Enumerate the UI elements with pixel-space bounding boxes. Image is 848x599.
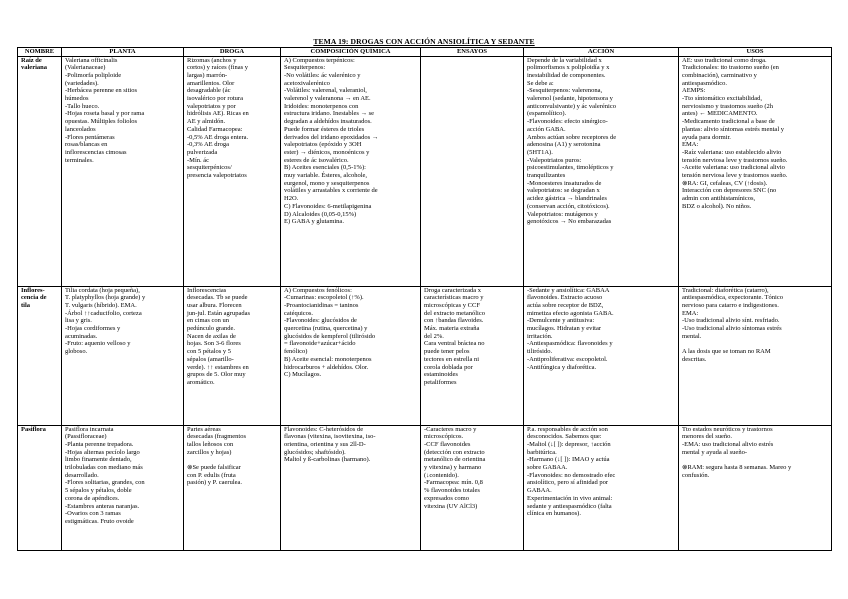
cell-line: antiespasmódico.: [682, 79, 727, 87]
cell-line: Interacción con depresores SNC (no: [682, 187, 777, 195]
cell-line: valerenol y valeranona → en AE.: [284, 95, 371, 103]
cell-line: BDZ o alcohol). No niños.: [682, 202, 752, 210]
cell-line: mental y ayuda al sueño-: [682, 448, 747, 456]
cell-line: (variedades).: [65, 79, 99, 87]
cell-line: desecadas. Tb se puede: [187, 294, 248, 302]
cell-line: Se debe a:: [527, 79, 554, 87]
cell-droga: [184, 286, 281, 425]
cell-line: -Ovarios con 3 ramas: [65, 510, 121, 518]
cell-line: A las dosis que se toman no RAM: [682, 348, 771, 356]
cell-line: -Raíz valeriana: uso establecido alivio: [682, 148, 782, 156]
cell-line: esteres de ác isovalérico.: [284, 156, 349, 164]
cell-line: -Estambres anteras naranjas.: [65, 502, 140, 510]
cell-line: desarrollado.: [65, 471, 99, 479]
cell-line: anticonvulsivante) y ác valerénico: [527, 102, 616, 110]
cell-line: -0,3% AE droga: [187, 141, 230, 149]
cell-ensayos: [421, 425, 524, 550]
cell-line: puede tener pelos: [424, 348, 470, 356]
cell-line: 5 sépalos y pétalos, doble: [65, 487, 132, 495]
cell-line: volátiles y arrastables x corriente de: [284, 187, 378, 195]
cell-line: [187, 456, 277, 464]
cell-line: Pasiflora: [21, 425, 46, 433]
cell-line: Flavonoides: C-heterósidos de: [284, 425, 364, 433]
cell-line: del 2%.: [424, 332, 444, 340]
cell-line: valeriana: [21, 64, 47, 72]
cell-line: barbitúrica.: [527, 448, 557, 456]
cell-line: pulverizada: [187, 148, 218, 156]
cell-line: -Farmacopea: mín. 0,8: [424, 479, 483, 487]
cell-line: con 5 pétalos y 5: [187, 348, 232, 356]
cell-line: -Cumarinas: escopoletol (↑%).: [284, 294, 364, 302]
cell-line: largas) marrón-: [187, 71, 228, 79]
cell-line: -Monoesteres insaturados de: [527, 179, 602, 187]
cell-line: B) Aceite esencial: monoterpenos: [284, 355, 372, 363]
cell-ensayos: [421, 286, 524, 425]
cell-line: Depende de la variabilidad x: [527, 56, 602, 64]
cell-line: vitexina (UV AlCl3): [424, 502, 478, 510]
cell-line: -Hojas alternas pecíolo largo: [65, 448, 140, 456]
cell-line: Tilia cordata (hoja pequeña),: [65, 286, 140, 294]
cell-line: rosas/blancas en: [65, 141, 108, 149]
cell-line: isovalérico por rotura: [187, 95, 243, 103]
table-row: [18, 425, 832, 550]
cell-line: tilirósido.: [527, 348, 553, 356]
cell-line: ⊗RAM: segura hasta 8 semanas. Mareo y: [682, 464, 792, 472]
cell-line: tectores en estrella ni: [424, 355, 480, 363]
cell-line: inflorescencias cimosas: [65, 148, 127, 156]
cell-line: cencia de: [21, 294, 47, 302]
cell-line: corola doblada por: [424, 363, 473, 371]
cell-line: estigmáticas. Fruto ovoide: [65, 517, 134, 525]
cell-line: adenosina (A1) y serotonina: [527, 141, 601, 149]
cell-line: valepotriatos (epóxido y 3OH: [284, 141, 362, 149]
cell-line: corona de apéndices.: [65, 494, 120, 502]
cell-line: (espamolítico).: [527, 110, 567, 118]
cell-line: -Antiproliferativa: escopoletol.: [527, 355, 608, 363]
cell-line: Valeriana officinalis: [65, 56, 118, 64]
cell-line: amarillentos. Olor: [187, 79, 235, 87]
cell-line: glucósidos; shaftósido).: [284, 448, 346, 456]
cell-line: desagradable (ác: [187, 87, 231, 95]
cell-line: muy variable. Ésteres, alcohole,: [284, 172, 368, 180]
cell-line: clínica en humanos).: [527, 510, 581, 518]
cell-line: acción GABA.: [527, 125, 566, 133]
cell-line: fenólico): [284, 348, 308, 356]
cell-line: expresados como: [424, 494, 469, 502]
cell-line: combinación), carminativo y: [682, 71, 757, 79]
cell-line: (↓contenido).: [424, 471, 459, 479]
cell-line: trilobuladas con mediano más: [65, 464, 143, 472]
cell-line: tranquilizantes: [527, 172, 566, 180]
cell-line: actúa sobre receptor de BDZ,: [527, 301, 604, 309]
cell-line: ester) → diénicos, monoénicos y: [284, 148, 370, 156]
cell-line: EMA:: [682, 141, 699, 149]
cell-line: % flavonoides totales: [424, 487, 480, 495]
cell-ensayos: [421, 56, 524, 286]
cell-line: -Proantocianidinas = taninos: [284, 301, 359, 309]
cell-line: Valepotriatos: mutágenos y: [527, 210, 598, 218]
cell-line: Iridoides: monoterpenos con: [284, 102, 359, 110]
cell-line: Tradicional: diaforética (catarro),: [682, 286, 769, 294]
cell-name: [18, 425, 62, 550]
cell-line: descritas.: [682, 355, 707, 363]
cell-accion: [524, 286, 679, 425]
cell-line: E) GABA y glutamina.: [284, 218, 344, 226]
cell-line: -CCF flavonoides: [424, 440, 471, 448]
cell-line: -Uso tradicional alivio síntomas estrés: [682, 325, 782, 333]
cell-line: ayuda para dormir.: [682, 133, 731, 141]
cell-line: -No volátiles: ác valerénico y: [284, 71, 361, 79]
cell-line: con P. edulis (fruta: [187, 471, 236, 479]
cell-line: acidez gástrica → blandrinales: [527, 195, 607, 203]
cell-line: EMA:: [682, 309, 699, 317]
cell-line: Ambos actúan sobre receptores de: [527, 133, 617, 141]
cell-line: pasión) y P. caerulea.: [187, 479, 243, 487]
cell-line: lanceolados: [65, 125, 96, 133]
cell-line: con ↑bandas flavoides.: [424, 317, 484, 325]
cell-line: orientina, orientina y sus 2ll-D-: [284, 440, 366, 448]
cell-line: -Hojas roseta basal y por rama: [65, 110, 145, 118]
cell-line: aromático.: [187, 378, 215, 386]
cell-line: confusión.: [682, 471, 710, 479]
cell-line: valepotriatos: se degradan x: [527, 187, 600, 195]
cell-line: -Medicamento tradicional a base de: [682, 118, 775, 126]
cell-line: -Tto síntomático excitabilidad,: [682, 95, 762, 103]
cell-line: mucílagos. Hidratan y evitar: [527, 325, 602, 333]
cell-line: Partes aéreas: [187, 425, 221, 433]
cell-line: tensión nerviosa leve y trastornos sueño.: [682, 172, 788, 180]
cell-line: Sesquiterpenos:: [284, 64, 326, 72]
cell-line: ⊗RA: GI, cefaleas, CV (↑dosis).: [682, 179, 768, 187]
cell-line: psicoestimulantes, timolépticos y: [527, 164, 614, 172]
cell-line: hidrocarburos + aldehídos. Olor.: [284, 363, 369, 371]
cell-line: acetoxivalerénico: [284, 79, 330, 87]
cell-line: terminales.: [65, 156, 94, 164]
cell-line: flavonoides. Extracto acuoso: [527, 294, 603, 302]
header-accion: ACCIÓN: [524, 48, 679, 57]
cell-line: microscópicos.: [424, 433, 464, 441]
cell-name: [18, 56, 62, 286]
cell-line: grupos de 5. Olor muy: [187, 371, 246, 379]
cell-usos: [679, 425, 832, 550]
cell-line: antiespasmódica, expectorante. Tónico: [682, 294, 783, 302]
cell-line: polimorfismos x poliploidía y x: [527, 64, 610, 72]
cell-usos: [679, 56, 832, 286]
cell-line: Tradicionales: tto trastorno sueño (en: [682, 64, 779, 72]
cell-line: estructura iridano. Inestables → se: [284, 110, 375, 118]
cell-name: [18, 286, 62, 425]
cell-line: -Flavonoides: glucósidos de: [284, 317, 357, 325]
cell-droga: [184, 425, 281, 550]
cell-line: ansiolítico, pero sí afinidad por: [527, 479, 609, 487]
cell-line: tila: [21, 301, 31, 309]
cell-line: Máx. materia extraña: [424, 325, 480, 333]
cell-composicion: [281, 56, 421, 286]
cell-line: irritación.: [527, 332, 553, 340]
cell-line: [682, 340, 828, 348]
cell-line: T. vulgaris (híbrido). EMA.: [65, 301, 137, 309]
cell-line: opuestas. Múltiples foliolos: [65, 118, 138, 126]
cell-line: AEMPS:: [682, 87, 706, 95]
cell-line: Calidad Farmacopea:: [187, 125, 243, 133]
cell-line: quercetina (rutina, quercetina) y: [284, 325, 368, 333]
cell-line: desconocidos. Sabemos que:: [527, 433, 602, 441]
cell-line: (5HT1A).: [527, 148, 553, 156]
cell-line: (Valerianaceae): [65, 64, 106, 72]
table-header-row: [18, 48, 832, 57]
cell-line: -Antiespasmódica: flavonoides y: [527, 340, 613, 348]
cell-line: lisa y gris.: [65, 317, 92, 325]
header-usos: USOS: [679, 48, 832, 57]
cell-composicion: [281, 425, 421, 550]
cell-line: -Mín. ác: [187, 156, 210, 164]
cell-line: -Flores pentámeras: [65, 133, 115, 141]
cell-line: Inflores-: [21, 286, 45, 294]
cell-line: -Uso tradicional alivio sínt. resfriado.: [682, 317, 780, 325]
cell-line: glucósidos de kempferol (tilirósido: [284, 332, 376, 340]
cell-line: -Flores solitarias, grandes, con: [65, 479, 145, 487]
cell-line: Maltol y ß-carbolinas (harmano).: [284, 456, 371, 464]
cell-line: -Flavonoides: efecto sinérgico-: [527, 118, 608, 126]
cell-line: B) Aceites esenciales (0,5-1%):: [284, 164, 366, 172]
cell-line: admin con antihistamínicos,: [682, 195, 756, 203]
cell-line: -Antifúngica y diaforética.: [527, 363, 597, 371]
cell-line: globoso.: [65, 348, 88, 356]
cell-droga: [184, 56, 281, 286]
cell-line: derivados del iridano epoxidados →: [284, 133, 379, 141]
cell-line: zarcillos y hojas): [187, 448, 232, 456]
cell-line: cortos) y raíces (finas y: [187, 64, 249, 72]
cell-line: tallos leñosos con: [187, 440, 234, 448]
cell-line: desecadas (fragmentos: [187, 433, 247, 441]
cell-line: Pasiflora incarnata: [65, 425, 114, 433]
cell-line: P.a. responsables de acción son: [527, 425, 608, 433]
cell-line: -Herbácea perenne en sitios: [65, 87, 138, 95]
cell-line: -Tallo hueco.: [65, 102, 100, 110]
cell-line: ⊗Se puede falsificar: [187, 464, 241, 472]
drug-table: [17, 47, 832, 551]
cell-line: mental.: [682, 332, 702, 340]
cell-line: Inflorescencias: [187, 286, 227, 294]
cell-line: -Aceite valeriana: uso tradicional alivio: [682, 164, 785, 172]
cell-line: -Planta perenne trepadora.: [65, 440, 134, 448]
cell-line: eurgenol, mono y sesquiterpenos: [284, 179, 370, 187]
cell-line: acuminadas.: [65, 332, 98, 340]
cell-line: Experimentación in vivo animal:: [527, 494, 613, 502]
cell-line: verde). ↑↑ estambres en: [187, 363, 249, 371]
cell-line: metanólico de orientina: [424, 456, 486, 464]
cell-line: flavonas (vitexina, isovitexina, iso-: [284, 433, 376, 441]
cell-line: húmedos: [65, 95, 89, 103]
header-composicion: COMPOSICIÓN QUÍMICA: [281, 48, 421, 57]
cell-line: plantas: alivio síntomas estrés mental y: [682, 125, 784, 133]
cell-line: sobre GABAA.: [527, 464, 568, 472]
cell-line: inestabilidad de componentes.: [527, 71, 606, 79]
cell-line: limbo finamente dentado,: [65, 456, 132, 464]
cell-line: -Volátiles: valerenal, valeraniol,: [284, 87, 367, 95]
cell-line: nervioso para catarro e indigestiones.: [682, 301, 779, 309]
cell-line: catéquicos.: [284, 309, 314, 317]
table-row: [18, 56, 832, 286]
cell-line: nerviosismo y trastornos sueño (2h: [682, 102, 773, 110]
cell-line: y vitexina) y harmano: [424, 464, 482, 472]
cell-line: del extracto metanólico: [424, 309, 486, 317]
cell-line: características macro y: [424, 294, 484, 302]
cell-line: valerenol (sedante, hipotensora y: [527, 95, 613, 103]
cell-line: H2O.: [284, 195, 299, 203]
cell-line: estaminoides: [424, 371, 458, 379]
cell-line: GABAA.: [527, 487, 552, 495]
cell-line: mimetiza efecto agonista GABA.: [527, 309, 614, 317]
cell-line: menores del sueño.: [682, 433, 733, 441]
cell-line: microscópicas y CCF: [424, 301, 480, 309]
cell-line: antes) ← MEDICAMENTO.: [682, 110, 758, 118]
cell-line: hojas. Son 3-6 flores: [187, 340, 241, 348]
cell-line: sedante y antiespasmódico (falta: [527, 502, 612, 510]
cell-line: AE y almidón.: [187, 118, 226, 126]
header-nombre: NOMBRE: [18, 48, 62, 57]
cell-line: genotóxicos → No embarazadas: [527, 218, 612, 226]
cell-line: sépalos (amarillo-: [187, 355, 234, 363]
cell-line: AE: uso tradicional como droga.: [682, 56, 767, 64]
cell-line: Puede formar ésteres de trioles: [284, 125, 365, 133]
cell-line: -Demulcente y antitusiva:: [527, 317, 595, 325]
cell-accion: [524, 425, 679, 550]
cell-line: = flavonoide+azúcar+ácido: [284, 340, 356, 348]
cell-line: en cimas con un: [187, 317, 230, 325]
cell-line: T. platyphyllos (hoja grande) y: [65, 294, 146, 302]
cell-line: -Harmano (↓[ ]): IMAO y actúa: [527, 456, 610, 464]
cell-line: Raíz de: [21, 56, 42, 64]
cell-line: jun-jul. Están agrupadas: [187, 309, 250, 317]
cell-line: -Valepotriatos puros:: [527, 156, 582, 164]
cell-accion: [524, 56, 679, 286]
cell-planta: [62, 286, 184, 425]
cell-line: valepotriatos y por: [187, 102, 236, 110]
cell-line: presencia valepotriatos: [187, 172, 247, 180]
cell-line: -EMA: uso tradicional alivio estrés: [682, 440, 774, 448]
cell-line: Nacen de axilas de: [187, 332, 236, 340]
cell-line: -Fruto: aquenio velloso y: [65, 340, 131, 348]
table-row: [18, 286, 832, 425]
cell-line: Rizomas (anchos y: [187, 56, 237, 64]
cell-line: Cara ventral bráctea no: [424, 340, 485, 348]
cell-line: Tto estados neuróticos y trastornos: [682, 425, 773, 433]
cell-line: petaliformes: [424, 378, 457, 386]
cell-line: -Hojas cordiformes y: [65, 325, 121, 333]
cell-line: degradan a aldehídos insaturados.: [284, 118, 372, 126]
cell-line: -Flavonoides: no demostrado efec: [527, 471, 616, 479]
cell-line: tensión nerviosa leve y trastornos sueño.: [682, 156, 788, 164]
cell-line: -Polimorfa poliploide: [65, 71, 122, 79]
cell-line: (conservan acción, citotóxicos).: [527, 202, 610, 210]
cell-line: [682, 456, 828, 464]
cell-line: usar albura. Florecen: [187, 301, 242, 309]
cell-line: A) Compuestos terpénicos:: [284, 56, 355, 64]
cell-line: A) Compuestos fenólicos:: [284, 286, 352, 294]
cell-line: sesquiterpénicos/: [187, 164, 232, 172]
cell-planta: [62, 425, 184, 550]
cell-planta: [62, 56, 184, 286]
page-title: TEMA 19: DROGAS CON ACCIÓN ANSIOLÍTICA Y SEDANTE: [313, 37, 535, 46]
cell-line: -Sedante y ansiolítica: GABAA: [527, 286, 610, 294]
header-ensayos: ENSAYOS: [421, 48, 524, 57]
header-planta: PLANTA: [62, 48, 184, 57]
cell-line: pedúnculo grande.: [187, 325, 236, 333]
cell-usos: [679, 286, 832, 425]
cell-line: Droga caracterizada x: [424, 286, 482, 294]
cell-line: D) Alcaloides (0,05-0,15%): [284, 210, 357, 218]
cell-line: -Sesquiterpenos: valerenona,: [527, 87, 603, 95]
cell-line: -Árbol ↑↑caducifolio, corteza: [65, 309, 142, 317]
cell-line: C) Mucílagos.: [284, 371, 322, 379]
cell-line: (Passifloraceae): [65, 433, 107, 441]
cell-line: -Caracteres macro y: [424, 425, 477, 433]
header-droga: DROGA: [184, 48, 281, 57]
cell-line: (detección con extracto: [424, 448, 485, 456]
cell-line: -0,5% AE droga entera.: [187, 133, 249, 141]
cell-composicion: [281, 286, 421, 425]
cell-line: -Maltol (↓[ ]): depresor, ↑acción: [527, 440, 611, 448]
cell-line: hidrólisis AE). Ricas en: [187, 110, 249, 118]
cell-line: C) Flavonoides: 6-metilapigenina: [284, 202, 372, 210]
